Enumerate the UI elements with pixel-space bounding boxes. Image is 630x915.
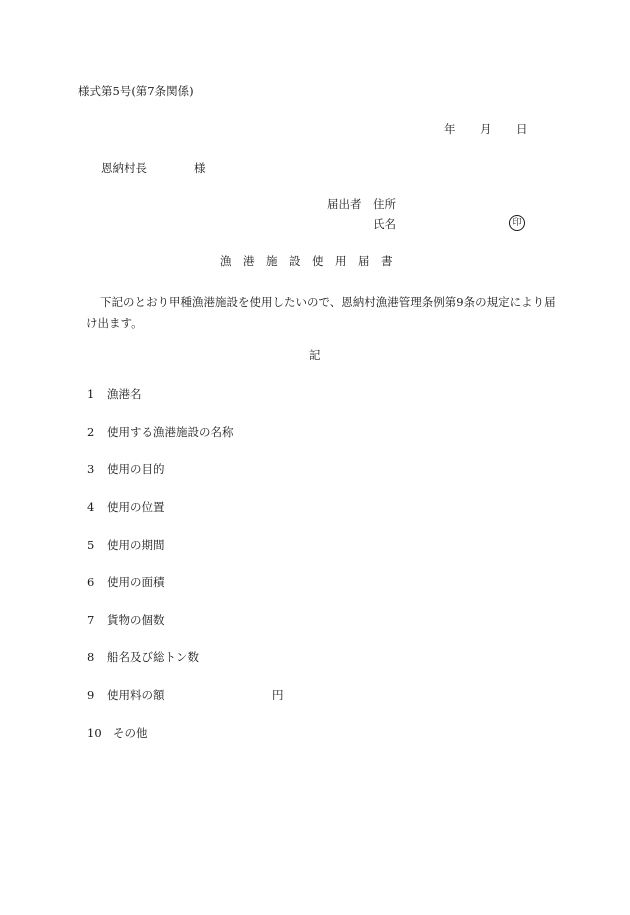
- item-number: 3: [87, 462, 95, 476]
- item-number: 4: [87, 500, 95, 514]
- title-char: 設: [289, 254, 301, 268]
- list-item: [87, 464, 165, 476]
- item-label: その他: [113, 726, 148, 740]
- item-number: 6: [87, 575, 95, 589]
- applicant-label: 届出者: [327, 197, 362, 211]
- title-char: 書: [381, 254, 393, 268]
- addressee-honorific: 様: [194, 161, 206, 175]
- list-item: [87, 427, 234, 439]
- name-label: 氏名: [373, 217, 396, 231]
- date-day: 日: [516, 122, 528, 136]
- list-item: [87, 652, 199, 664]
- list-item: [87, 688, 284, 702]
- item-number: 1: [87, 387, 95, 401]
- list-item: [87, 389, 142, 401]
- address-label: 住所: [373, 197, 396, 211]
- item-number: 9: [87, 688, 95, 702]
- list-item: [87, 540, 165, 552]
- title-char: 港: [243, 254, 255, 268]
- list-item: [87, 577, 165, 589]
- item-number: 10: [87, 726, 102, 740]
- list-item: [87, 502, 165, 514]
- document-title: [220, 256, 393, 268]
- list-item: [87, 615, 165, 627]
- ki-heading: 記: [309, 348, 321, 362]
- item-number: 7: [87, 613, 95, 627]
- item-number: 2: [87, 425, 95, 439]
- title-char: 使: [312, 254, 324, 268]
- title-char: 施: [266, 254, 278, 268]
- item-label: 使用の目的: [107, 462, 165, 476]
- item-label: 使用する漁港施設の名称: [107, 425, 234, 439]
- item-label: 使用料の額: [107, 688, 165, 702]
- amount-unit: 円: [272, 688, 284, 702]
- item-number: 8: [87, 650, 95, 664]
- item-label: 貨物の個数: [107, 613, 165, 627]
- list-item: [87, 728, 148, 740]
- form-number: 様式第5号(第7条関係): [78, 84, 194, 98]
- item-label: 漁港名: [107, 387, 142, 401]
- date-month: 月: [480, 122, 492, 136]
- item-label: 使用の位置: [107, 500, 165, 514]
- item-label: 船名及び総トン数: [107, 650, 199, 664]
- title-char: 用: [335, 254, 347, 268]
- addressee-name: 恩納村長: [101, 161, 147, 175]
- body-text: 下記のとおり甲種漁港施設を使用したいので、恩納村漁港管理条例第9条の規定により届け出ます。: [86, 295, 556, 330]
- seal-icon: 印: [509, 215, 525, 231]
- date-year: 年: [444, 122, 456, 136]
- item-label: 使用の面積: [107, 575, 165, 589]
- item-number: 5: [87, 538, 95, 552]
- title-char: 漁: [220, 254, 232, 268]
- title-char: 届: [358, 254, 370, 268]
- item-label: 使用の期間: [107, 538, 165, 552]
